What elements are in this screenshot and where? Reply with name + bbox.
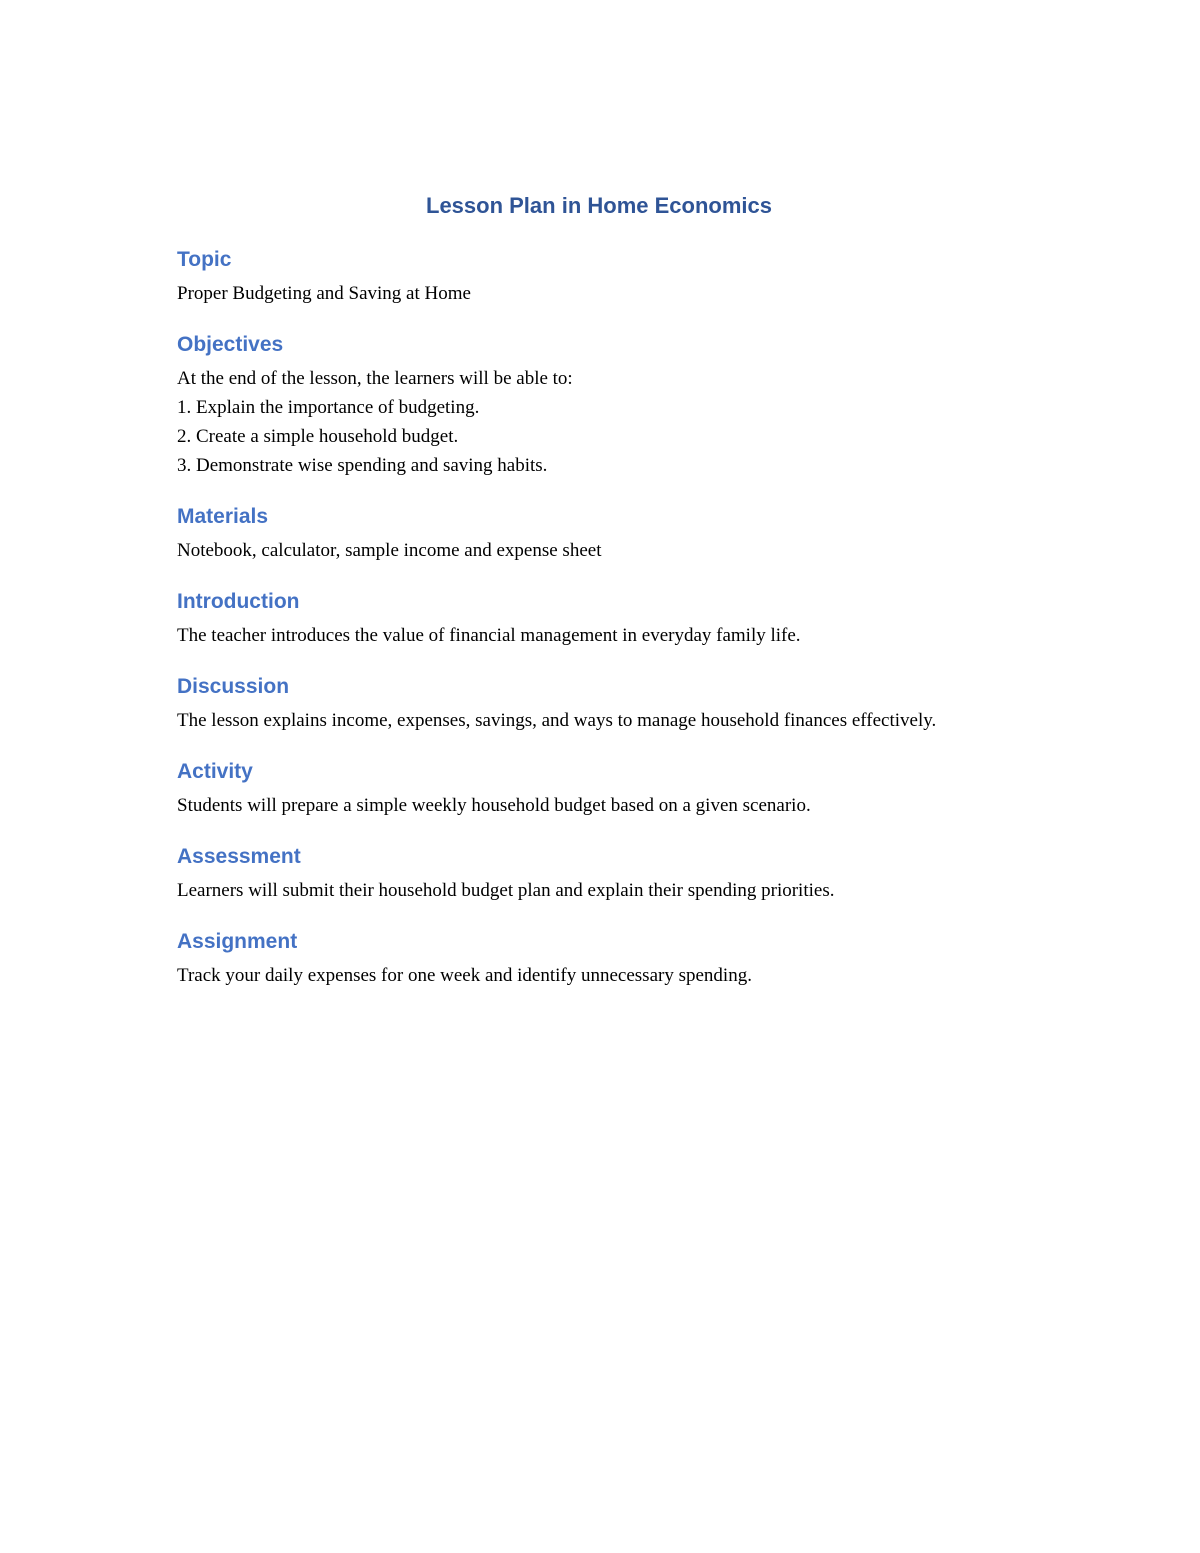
section-body-activity [177, 791, 1007, 820]
materials-text: Notebook, calculator, sample income and expense sheet [177, 540, 602, 561]
assessment-text: Learners will submit their household budget plan and explain their spending priorities. [177, 880, 835, 901]
introduction-text: The teacher introduces the value of financial management in everyday family life. [177, 625, 801, 646]
section-heading-objectives: Objectives [177, 333, 284, 356]
section-assignment [177, 928, 1007, 990]
section-heading-topic: Topic [177, 248, 232, 271]
discussion-text: The lesson explains income, expenses, savings, and ways to manage household finances effectively. [177, 710, 937, 731]
document-title: Lesson Plan in Home Economics [426, 193, 772, 218]
topic-text: Proper Budgeting and Saving at Home [177, 283, 471, 304]
objective-item-3: 3. Demonstrate wise spending and saving habits. [177, 455, 548, 476]
section-heading-assessment: Assessment [177, 845, 301, 868]
section-body-introduction [177, 621, 1007, 650]
section-heading-discussion: Discussion [177, 675, 290, 698]
section-activity [177, 758, 1007, 820]
assignment-text: Track your daily expenses for one week and identify unnecessary spending. [177, 965, 752, 986]
section-heading-activity: Activity [177, 760, 253, 783]
section-introduction [177, 588, 1007, 650]
objectives-intro: At the end of the lesson, the learners will be able to: [177, 368, 573, 389]
section-discussion [177, 673, 1007, 735]
activity-text: Students will prepare a simple weekly household budget based on a given scenario. [177, 795, 811, 816]
section-body-assessment [177, 876, 1007, 905]
section-body-objectives [177, 364, 1007, 480]
section-body-topic [177, 279, 1007, 308]
section-heading-introduction: Introduction [177, 590, 300, 613]
section-assessment [177, 843, 1007, 905]
section-body-materials [177, 536, 1007, 565]
section-topic [177, 246, 1007, 308]
objective-item-1: 1. Explain the importance of budgeting. [177, 397, 480, 418]
document-content [177, 190, 1007, 990]
section-heading-assignment: Assignment [177, 930, 298, 953]
section-heading-materials: Materials [177, 505, 269, 528]
section-materials [177, 503, 1007, 565]
section-body-assignment [177, 961, 1007, 990]
section-objectives [177, 331, 1007, 480]
section-body-discussion [177, 706, 1007, 735]
objective-item-2: 2. Create a simple household budget. [177, 426, 459, 447]
